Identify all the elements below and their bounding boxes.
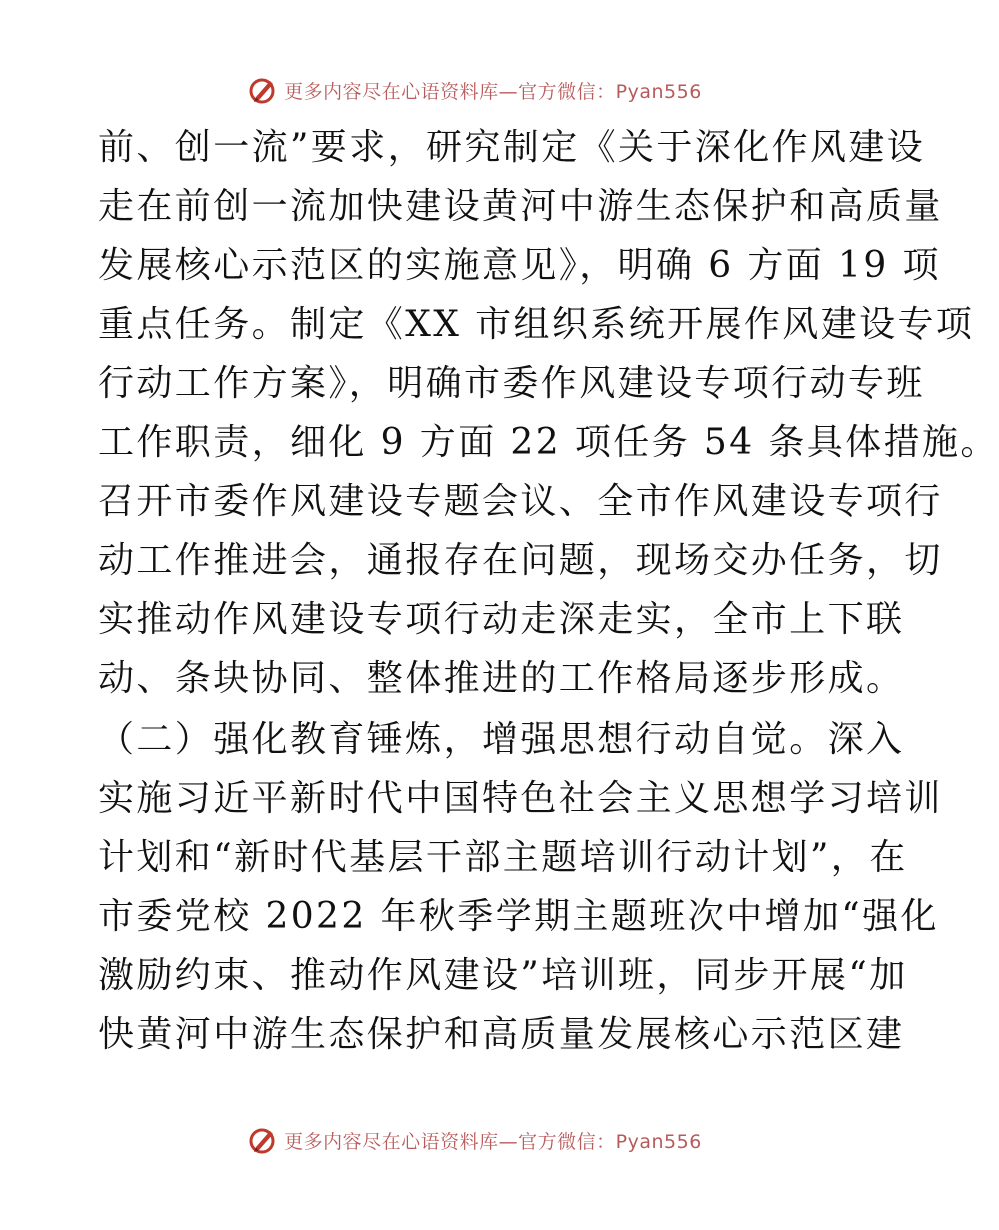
text-line: 计划和“新时代基层干部主题培训行动计划”，在: [98, 837, 908, 878]
footer-banner-text: 更多内容尽在心语资料库—官方微信：Pyan556: [284, 1130, 702, 1153]
header-banner-text: 更多内容尽在心语资料库—官方微信：Pyan556: [284, 80, 702, 103]
document-body: [98, 118, 999, 1064]
paragraph-1: [98, 118, 999, 708]
pen-circle-icon: [248, 75, 278, 105]
paragraph-2: [98, 710, 943, 1064]
text-line: 实推动作风建设专项行动走深走实，全市上下联: [98, 599, 905, 640]
text-line: 重点任务。制定《XX 市组织系统开展作风建设专项: [98, 304, 975, 345]
text-line: （二）强化教育锤炼，增强思想行动自觉。深入: [98, 719, 905, 760]
text-line: 走在前创一流加快建设黄河中游生态保护和高质量: [98, 186, 943, 227]
header-watermark-banner: [0, 70, 950, 110]
text-line: 发展核心示范区的实施意见》，明确 6 方面 19 项: [98, 245, 941, 286]
text-line: 实施习近平新时代中国特色社会主义思想学习培训: [98, 778, 943, 819]
text-line: 动、条块协同、整体推进的工作格局逐步形成。: [98, 658, 905, 699]
text-line: 行动工作方案》，明确市委作风建设专项行动专班: [98, 363, 925, 404]
text-line: 前、创一流”要求，研究制定《关于深化作风建设: [98, 127, 926, 168]
text-line: 工作职责，细化 9 方面 22 项任务 54 条具体措施。: [98, 422, 999, 463]
text-line: 激励约束、推动作风建设”培训班，同步开展“加: [98, 955, 908, 996]
text-line: 召开市委作风建设专题会议、全市作风建设专项行: [98, 481, 943, 522]
text-line: 动工作推进会，通报存在问题，现场交办任务，切: [98, 540, 943, 581]
text-line: 市委党校 2022 年秋季学期主题班次中增加“强化: [98, 896, 939, 937]
pen-circle-icon: [248, 1125, 278, 1155]
footer-watermark-banner: [0, 1120, 950, 1160]
text-line: 快黄河中游生态保护和高质量发展核心示范区建: [98, 1014, 905, 1055]
